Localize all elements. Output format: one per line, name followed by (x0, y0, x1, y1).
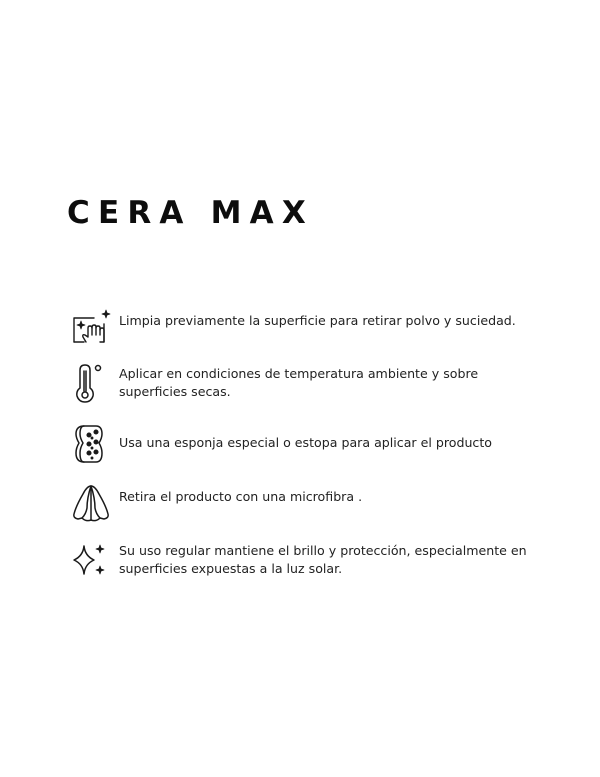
microfiber-cloth-icon (70, 482, 114, 526)
instruction-text: Retira el producto con una microfibra . (119, 489, 363, 504)
instruction-text: Limpia previamente la superficie para retirar polvo y suciedad. (119, 313, 516, 328)
product-title: CERA MAX (67, 195, 314, 231)
hand-wiping-sparkle-icon (70, 304, 114, 348)
sparkles-icon (70, 538, 114, 582)
sponge-icon (70, 422, 114, 466)
instruction-text: Aplicar en condiciones de temperatura ambiente y sobre superficies secas. (119, 366, 479, 399)
thermometer-degree-icon (70, 361, 114, 405)
instruction-text: Usa una esponja especial o estopa para aplicar el producto (119, 435, 492, 450)
instruction-text: Su uso regular mantiene el brillo y protección, especialmente en superficies expuestas a la luz solar. (119, 543, 527, 576)
